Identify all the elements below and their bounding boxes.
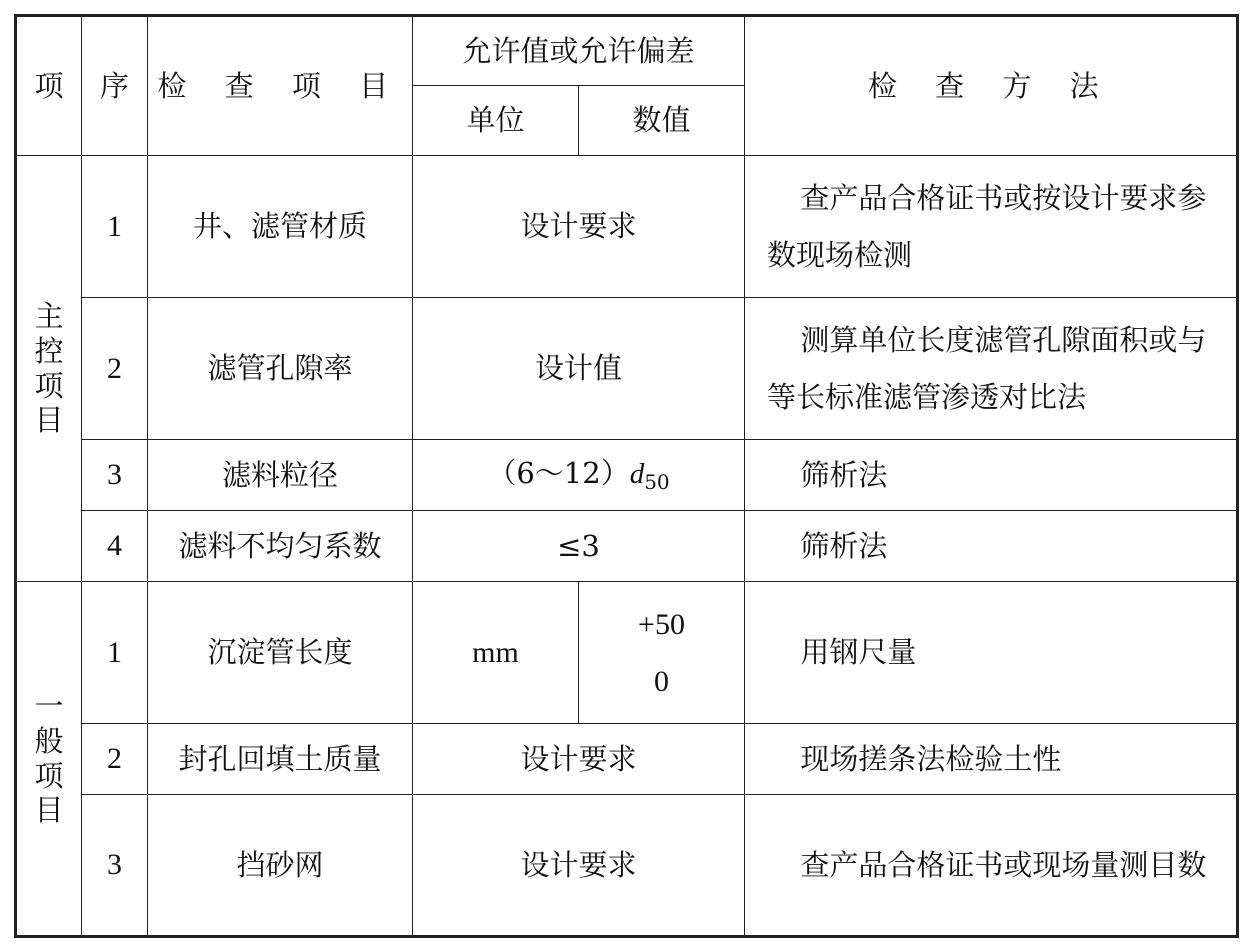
row-seq: 1 xyxy=(82,582,148,724)
table-row xyxy=(16,724,1238,795)
row-method: 现场搓条法检验土性 xyxy=(745,724,1238,795)
row-method: 筛析法 xyxy=(745,440,1238,511)
inspection-table xyxy=(14,14,1239,938)
table-row xyxy=(16,795,1238,937)
row-allowed: 设计要求 xyxy=(413,795,745,937)
row-allowed: ≤3 xyxy=(413,511,745,582)
row-seq: 2 xyxy=(82,724,148,795)
row-seq: 2 xyxy=(82,298,148,440)
row-method: 筛析法 xyxy=(745,511,1238,582)
table-row xyxy=(16,440,1238,511)
header-item-group: 项 xyxy=(16,16,82,156)
header-method: 检 查 方 法 xyxy=(745,16,1238,156)
header-value: 数值 xyxy=(579,86,745,156)
header-unit: 单位 xyxy=(413,86,579,156)
table-row xyxy=(16,298,1238,440)
row-item: 滤料粒径 xyxy=(148,440,413,511)
row-allowed: 设计要求 xyxy=(413,724,745,795)
header-tolerance: 允许值或允许偏差 xyxy=(413,16,745,86)
row-value: +50 0 xyxy=(579,582,745,724)
row-item: 沉淀管长度 xyxy=(148,582,413,724)
row-item: 滤料不均匀系数 xyxy=(148,511,413,582)
row-item: 封孔回填土质量 xyxy=(148,724,413,795)
table-row xyxy=(16,156,1238,298)
group-general-label: 一 般 项 目 xyxy=(16,582,82,937)
row-seq: 1 xyxy=(82,156,148,298)
header-row xyxy=(16,16,1238,86)
row-item: 挡砂网 xyxy=(148,795,413,937)
table-row xyxy=(16,582,1238,724)
header-check-item: 检 查 项 目 xyxy=(148,16,413,156)
row-item: 井、滤管材质 xyxy=(148,156,413,298)
row-method: 查产品合格证书或现场量测目数 xyxy=(745,795,1238,937)
row-seq: 3 xyxy=(82,795,148,937)
row-allowed: 设计要求 xyxy=(413,156,745,298)
table-row xyxy=(16,511,1238,582)
header-seq: 序 xyxy=(82,16,148,156)
row-method: 用钢尺量 xyxy=(745,582,1238,724)
row-seq: 3 xyxy=(82,440,148,511)
row-unit: mm xyxy=(413,582,579,724)
row-allowed: 设计值 xyxy=(413,298,745,440)
row-allowed: $(6\sim 12)d_{50}$ xyxy=(413,440,745,511)
row-item: 滤管孔隙率 xyxy=(148,298,413,440)
row-method: 测算单位长度滤管孔隙面积或与等长标准滤管渗透对比法 xyxy=(745,298,1238,440)
row-method: 查产品合格证书或按设计要求参数现场检测 xyxy=(745,156,1238,298)
group-main-label: 主 控 项 目 xyxy=(16,156,82,582)
row-seq: 4 xyxy=(82,511,148,582)
